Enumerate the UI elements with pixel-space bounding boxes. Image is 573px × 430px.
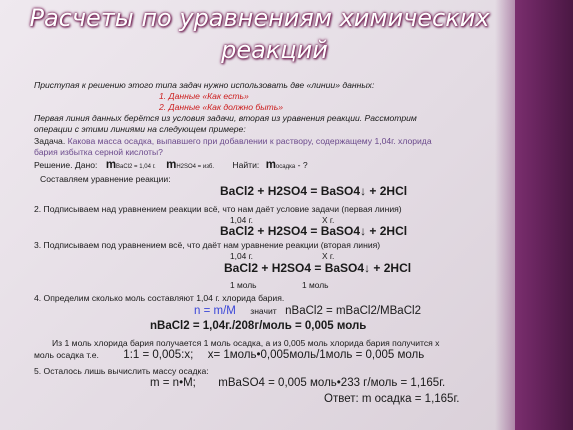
formula-n: n = m/M — [194, 305, 236, 317]
mass-sediment-symbol: m — [265, 159, 276, 171]
mass-label-mid: 1,04 г. — [230, 251, 253, 261]
task-text-2: бария избытка серной кислоты? — [34, 147, 163, 157]
decorative-side-band — [515, 0, 573, 430]
calc-n-bacl2: nBaCl2 = 1,04г./208г/моль = 0,005 моль — [150, 320, 367, 332]
task-text-1: Какова масса осадка, выпавшего при добавлении к раствору, содержащему 1,04г. хлорида — [65, 136, 432, 146]
mass-sediment-sub: осадка — [275, 164, 296, 170]
equation-1: BaCl2 + H2SO4 = BaSO4↓ + 2HCl — [220, 184, 408, 198]
proportion: 1:1 = 0,005:x; — [123, 349, 194, 361]
x-result: x= 1моль•0,005моль/1моль = 0,005 моль — [207, 349, 425, 361]
step-1: Составляем уравнение реакции: — [40, 174, 171, 184]
step-5: 5. Осталось лишь вычислить массу осадка: — [34, 366, 209, 376]
mass-bacl2-value: BaCl2 = 1,04 г. — [116, 164, 156, 170]
slide-title — [2, 2, 517, 66]
equation-3: BaCl2 + H2SO4 = BaSO4↓ + 2HCl — [224, 261, 412, 275]
mass-formula: m = n•M; — [150, 377, 196, 389]
solution-label: Решение. Дано: — [34, 160, 98, 170]
task-line-1 — [34, 136, 432, 147]
mass-calc: mBaSO4 = 0,005 моль•233 г/моль = 1,165г. — [218, 377, 446, 389]
intro-line: Приступая к решению этого типа задач нужно использовать две «линии» данных: — [34, 80, 375, 90]
given-line — [34, 160, 308, 173]
mass-line — [150, 378, 445, 389]
formula-line — [194, 306, 421, 317]
mass-label-top: 1,04 г. — [230, 215, 253, 225]
title-line-2: реакций — [221, 36, 328, 64]
equation-2: BaCl2 + H2SO4 = BaSO4↓ + 2HCl — [220, 224, 408, 238]
answer: Ответ: m осадка = 1,165г. — [324, 393, 460, 405]
mol-label-1: 1 моль — [230, 280, 257, 290]
step-3: 3. Подписываем под уравнением всё, что даёт нам уравнение реакции (вторая линия) — [34, 240, 381, 250]
x-label-mid: X г. — [322, 251, 335, 261]
mass-sediment-query: - ? — [295, 160, 308, 170]
intro-item-2: 2. Данные «Как должно быть» — [159, 102, 284, 112]
title-line-1: Расчеты по уравнениям химических — [29, 4, 490, 32]
step-4: 4. Определим сколько моль составляют 1,04 г. хлорида бария. — [34, 293, 285, 303]
formula-n-bacl2: nBaCl2 = mBaCl2/MBaCl2 — [285, 305, 421, 317]
intro-paragraph-2: операции с этими линиями на следующем примере: — [34, 124, 246, 134]
mol-label-2: 1 моль — [302, 280, 329, 290]
ratio-line-1: Из 1 моль хлорида бария получается 1 моль осадка, а из 0,005 моль хлорида бария получится х — [52, 338, 440, 348]
mass-h2so4-symbol: m — [166, 159, 177, 171]
means-label: значит — [250, 306, 277, 316]
ratio-label: моль осадка т.е. — [34, 350, 99, 360]
intro-paragraph-1: Первая линия данных берётся из условия задачи, вторая из уравнения реакции. Рассмотрим — [34, 113, 417, 123]
mass-bacl2-symbol: m — [105, 159, 117, 171]
x-label-top: X г. — [322, 215, 335, 225]
task-label: Задача. — [34, 136, 66, 146]
find-label: Найти: — [232, 160, 260, 170]
intro-item-1: 1. Данные «Как есть» — [159, 91, 249, 101]
ratio-line-2 — [34, 350, 424, 361]
mass-h2so4-value: H2SO4 = изб. — [176, 164, 214, 170]
step-2: 2. Подписываем над уравнением реакции всё, что нам даёт условие задачи (первая линия) — [34, 204, 402, 214]
